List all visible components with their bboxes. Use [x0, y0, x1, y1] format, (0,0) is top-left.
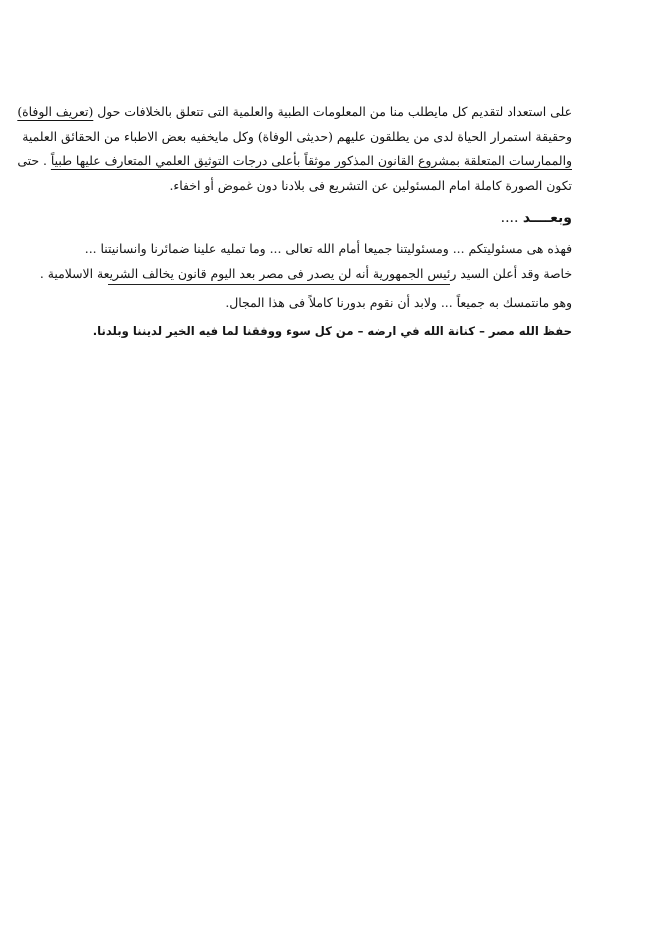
paragraph-1: [17, 100, 572, 198]
definition-of-death-underlined: (تعريف الوفاة): [17, 104, 94, 119]
section-heading: [501, 207, 572, 229]
paragraph-1-line-4: تكون الصورة كاملة امام المسئولين عن التشريع فى بلادنا دون غموض أو اخفاء.: [169, 177, 572, 193]
paragraph-1-line-3: [17, 149, 572, 174]
paragraph-2-underline-rule: [108, 284, 450, 285]
paragraph-3-line-1: وهو مانتمسك به جميعاً ... ولابد أن نقوم بدورنا كاملاً فى هذا المجال.: [225, 295, 572, 310]
paragraph-1-line-1: [17, 100, 572, 125]
paragraph-2-line-1: فهذه هى مسئوليتكم ... ومسئوليتنا جميعا أمام الله تعالى ... وما تمليه علينا ضمائرنا وانسانيتنا ...: [84, 241, 572, 256]
paragraph-1-line-2: وحقيقة استمرار الحياة لدى من يطلقون عليهم (حديثى الوفاة) وكل مايخفيه بعض الاطباء من الحقائق العلمية: [22, 128, 572, 144]
paragraph-1-line-3-end: . حتى: [17, 153, 51, 168]
paragraph-2: [39, 236, 572, 286]
paragraph-1-line-1-text: على استعداد لتقديم كل مايطلب منا من المعلومات الطبية والعلمية التى تتعلق بالخلافات حول: [93, 104, 572, 119]
paragraph-3: [64, 291, 572, 315]
section-heading-word: وبعــــد: [522, 210, 572, 226]
paragraph-2-line-2: خاصة وقد أعلن السيد رئيس الجمهورية أنه لن يصدر فى مصر بعد اليوم قانون يخالف الشريعة الاسلامية .: [39, 266, 572, 281]
paragraph-1-line-3-underlined: والممارسات المتعلقة بمشروع القانون المذكور موثقاً بأعلى درجات التوثيق العلمي المتعارف عليها طبياً: [50, 153, 572, 168]
section-heading-dots: ....: [500, 210, 523, 226]
closing-prayer: حفظ الله مصر – كنانة الله في ارضه – من كل سوء ووفقنا لما فيه الخير لديننا وبلدنا.: [92, 324, 572, 338]
